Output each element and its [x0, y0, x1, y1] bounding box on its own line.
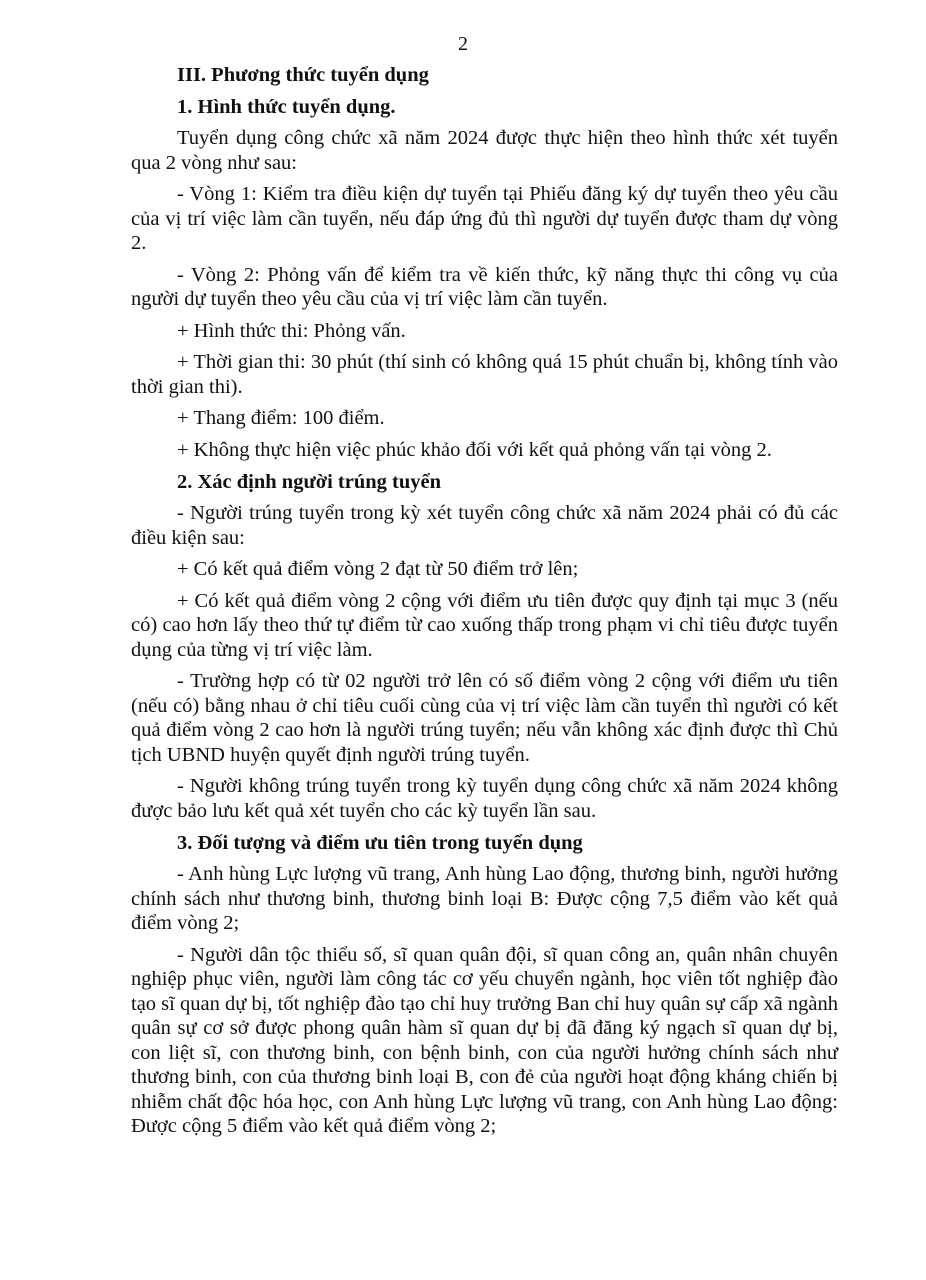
subsection-heading-2: 2. Xác định người trúng tuyển	[177, 471, 442, 493]
paragraph: + Có kết quả điểm vòng 2 cộng với điểm ưu tiên được quy định tại mục 3 (nếu có) cao hơn lấy theo thứ tự điểm từ cao xuống thấp trong phạm vi chỉ tiêu được tuyển dụng của từng vị trí việc làm.	[131, 589, 838, 661]
section-heading: III. Phương thức tuyển dụng	[177, 64, 429, 86]
paragraph: - Vòng 1: Kiểm tra điều kiện dự tuyển tại Phiếu đăng ký dự tuyển theo yêu cầu của vị trí việc làm cần tuyển, nếu đáp ứng đủ thì người dự tuyển được tham dự vòng 2.	[131, 183, 838, 254]
paragraph: + Hình thức thi: Phỏng vấn.	[177, 319, 406, 342]
paragraph: - Anh hùng Lực lượng vũ trang, Anh hùng Lao động, thương binh, người hưởng chính sách như thương binh, thương binh loại B: Được cộng 7,5 điểm vào kết quả điểm vòng 2;	[131, 863, 838, 934]
paragraph: Tuyển dụng công chức xã năm 2024 được thực hiện theo hình thức xét tuyển qua 2 vòng như sau:	[131, 127, 838, 174]
subsection-heading-3: 3. Đối tượng và điểm ưu tiên trong tuyển dụng	[177, 832, 583, 854]
paragraph: + Thang điểm: 100 điểm.	[177, 407, 385, 429]
document-body	[131, 62, 838, 1146]
paragraph: + Thời gian thi: 30 phút (thí sinh có không quá 15 phút chuẩn bị, không tính vào thời gian thi).	[131, 351, 838, 398]
paragraph: + Có kết quả điểm vòng 2 đạt từ 50 điểm trở lên;	[177, 558, 579, 580]
paragraph: + Không thực hiện việc phúc khảo đối với kết quả phỏng vấn tại vòng 2.	[177, 438, 772, 461]
paragraph: - Người không trúng tuyển trong kỳ tuyển dụng công chức xã năm 2024 không được bảo lưu kết quả xét tuyển cho các kỳ tuyển lần sau.	[131, 775, 838, 822]
paragraph: - Trường hợp có từ 02 người trở lên có số điểm vòng 2 cộng với điểm ưu tiên (nếu có) bằng nhau ở chỉ tiêu cuối cùng của vị trí việc làm cần tuyển thì người có kết quả điểm vòng 2 cao hơn là người trúng tuyển; nếu vẫn không xác định được thì Chủ tịch UBND huyện quyết định người trúng tuyển.	[131, 670, 838, 766]
page-number: 2	[458, 33, 468, 55]
paragraph: - Người dân tộc thiểu số, sĩ quan quân đội, sĩ quan công an, quân nhân chuyên nghiệp phục viên, người làm công tác cơ yếu chuyển ngành, học viên tốt nghiệp đào tạo sĩ quan dự bị, tốt nghiệp đào tạo chỉ huy trưởng Ban chỉ huy quân sự cấp xã ngành quân sự cơ sở được phong quân hàm sĩ quan dự bị đã đăng ký ngạch sĩ quan dự bị, con liệt sĩ, con thương binh, con bệnh binh, con của người hưởng chính sách như thương binh, con của thương binh loại B, con đẻ của người hoạt động kháng chiến bị nhiễm chất độc hóa học, con Anh hùng Lực lượng vũ trang, con Anh hùng Lao động: Được cộng 5 điểm vào kết quả điểm vòng 2;	[131, 943, 838, 1137]
paragraph: - Người trúng tuyển trong kỳ xét tuyển công chức xã năm 2024 phải có đủ các điều kiện sau:	[131, 502, 838, 549]
subsection-heading-1: 1. Hình thức tuyển dụng.	[177, 96, 396, 118]
paragraph: - Vòng 2: Phỏng vấn để kiểm tra về kiến thức, kỹ năng thực thi công vụ của người dự tuyển theo yêu cầu của vị trí việc làm cần tuyển.	[131, 263, 838, 310]
